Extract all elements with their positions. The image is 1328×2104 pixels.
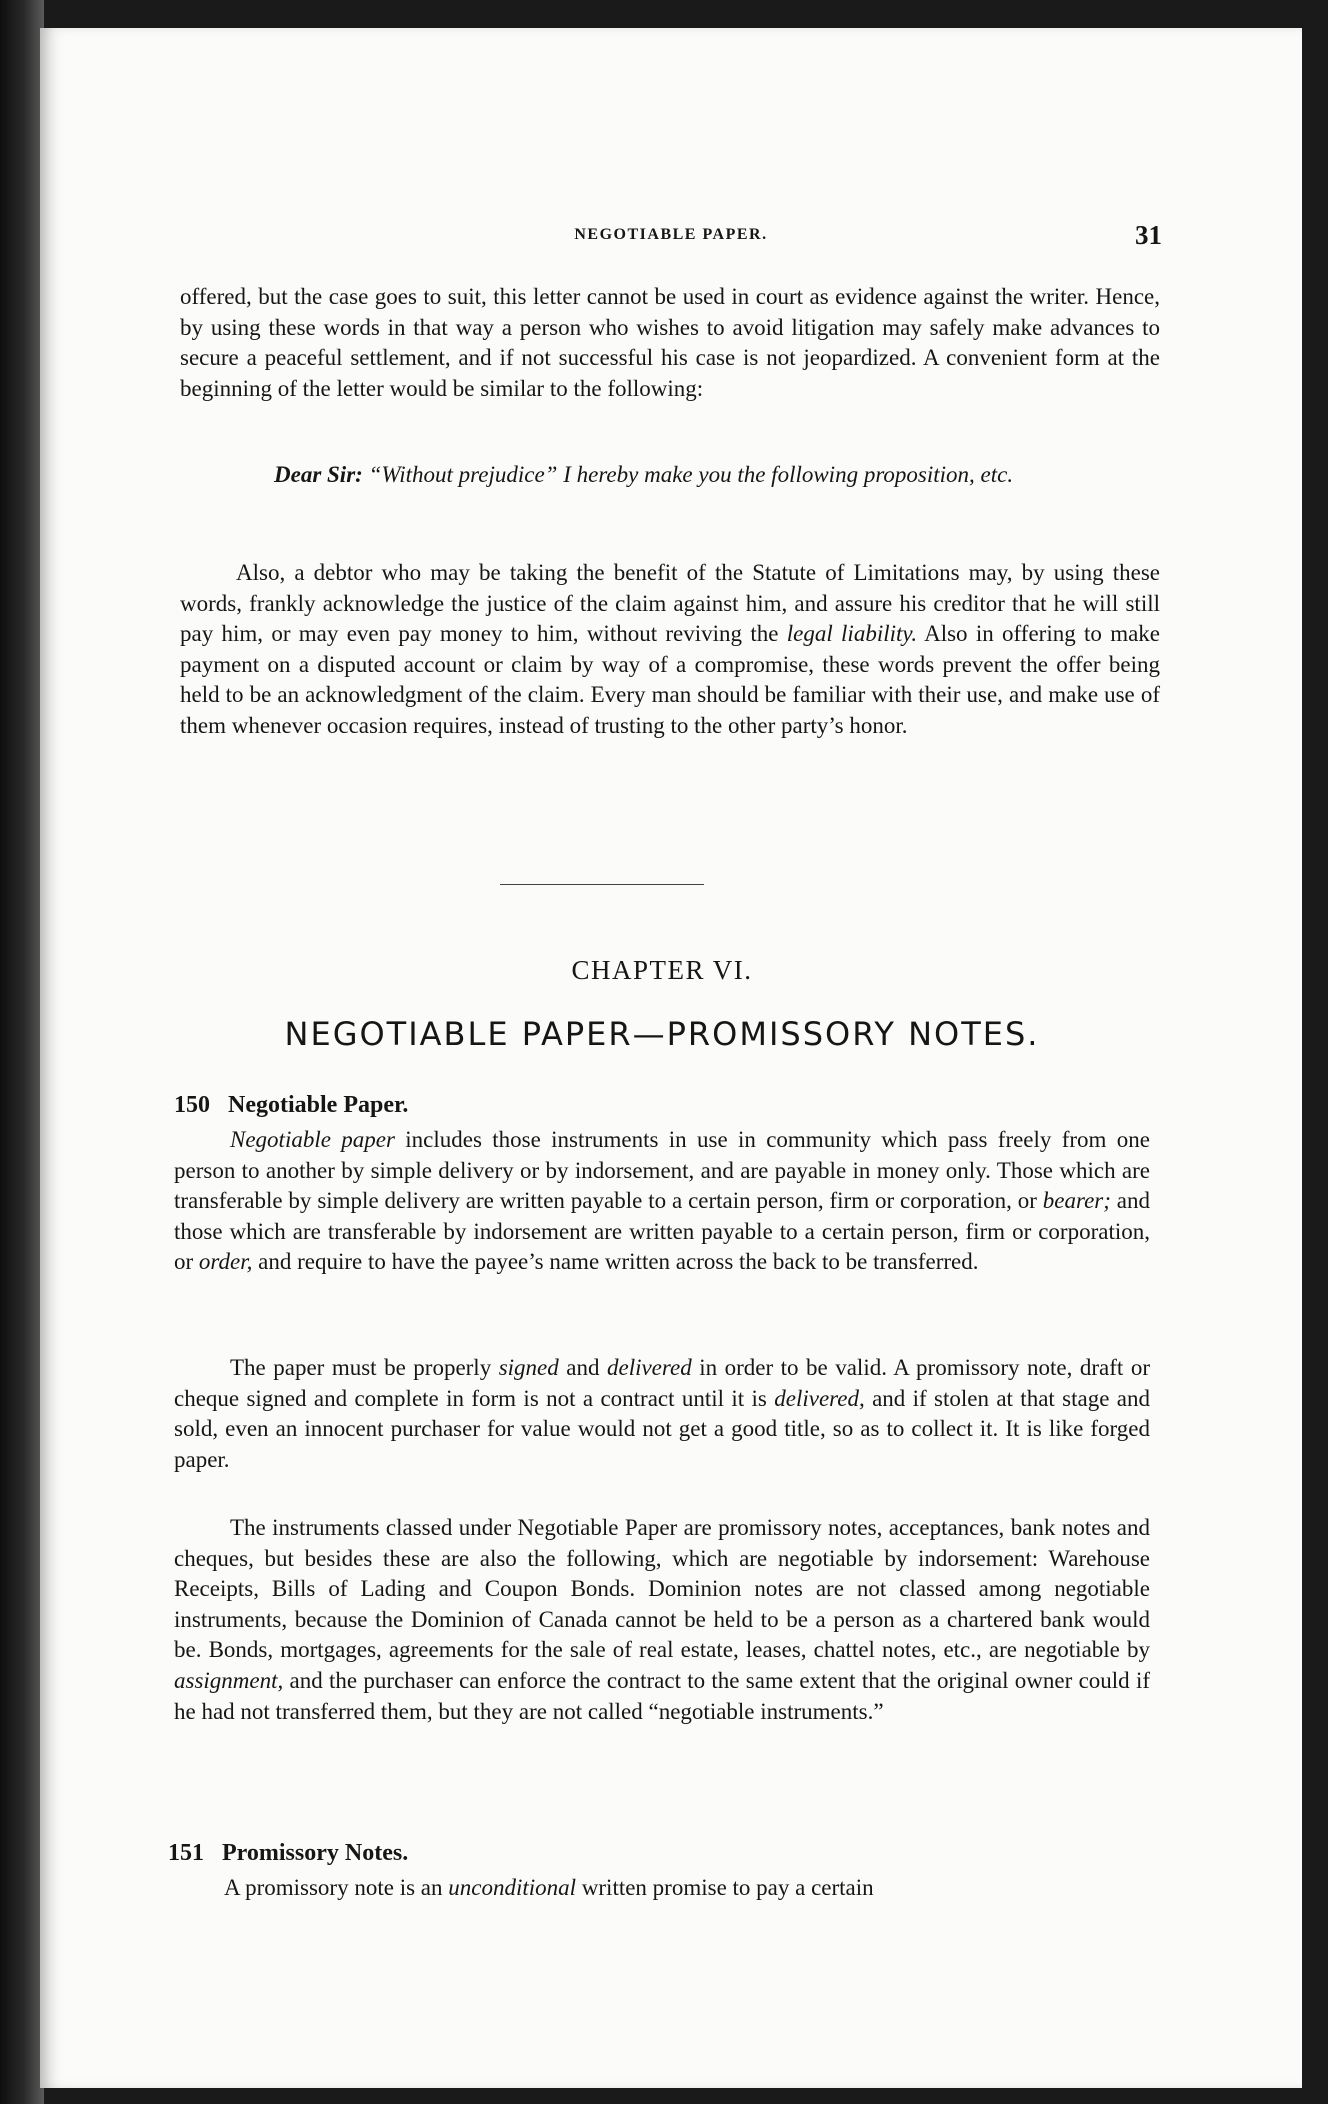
paragraph-promissory-note-definition: [168, 1873, 1150, 1904]
running-title: NEGOTIABLE PAPER.: [574, 226, 768, 243]
emphasis: signed: [498, 1355, 559, 1380]
paragraph-signed-delivered: [174, 1353, 1150, 1475]
emphasis: delivered: [606, 1355, 692, 1380]
text-run: includes those instruments in use in community which pass freely from one person to another by simple delivery or by indorsement, and are payable in money only. Those which are transferable by simple delivery are written payable to a certain person, firm or corporation, or: [174, 1127, 1150, 1214]
section-title: Promissory Notes.: [222, 1840, 409, 1866]
section-heading-150: [174, 1092, 408, 1119]
text-run: Also in offering to make payment on a disputed account or claim by way of a compromise, these words prevent the offer being held to be an acknowledgment of the claim. Every man should be familiar with their use, and make use of them whenever occasion requires, instead of trusting to the other party’s honor.: [180, 621, 1160, 738]
quote-salutation: Dear Sir:: [274, 462, 363, 487]
text-run: and the purchaser can enforce the contract to the same extent that the original owner could if he had not transferred them, but they are not called “negotiable instruments.”: [174, 1667, 1150, 1724]
text-run: written promise to pay a certain: [576, 1875, 874, 1900]
paragraph-instruments-classed: [174, 1513, 1150, 1727]
text-run: and require to have the payee’s name written across the back to be transferred.: [252, 1249, 979, 1275]
emphasis: Negotiable paper: [230, 1127, 395, 1152]
paragraph-continued: offered, but the case goes to suit, this letter cannot be used in court as evidence against the writer. Hence, by using these words in that way a person who wishes to avoid litigation may safely make advances to secure a peaceful settlement, and if not successful his case is not jeopardized. A convenient form at the beginning of the letter would be similar to the following:: [180, 284, 1160, 401]
running-head: [180, 220, 1162, 256]
book-page: [40, 28, 1302, 2088]
text-run: and if stolen at that stage and sold, even an innocent purchaser for value would not get a good title, so as to collect it. It is like forged paper.: [174, 1385, 1150, 1472]
section-title: Negotiable Paper.: [228, 1092, 409, 1118]
text-run: and: [558, 1355, 607, 1380]
section-heading-151: [168, 1840, 408, 1867]
emphasis: unconditional: [448, 1875, 577, 1900]
book-spine-shadow: [0, 0, 44, 2104]
text-run: in order to be valid. A promissory note, draft or cheque signed and complete in form is not a contract until it is: [174, 1355, 1150, 1411]
letter-form-quote: [274, 460, 1110, 490]
quote-text: “Without prejudice” I hereby make you the following proposition, etc.: [368, 462, 1014, 487]
section-divider: [500, 884, 704, 885]
emphasis: bearer;: [1042, 1188, 1111, 1214]
chapter-heading: CHAPTER VI.: [571, 955, 753, 985]
section-number: 150: [174, 1092, 210, 1118]
chapter-title: NEGOTIABLE PAPER—PROMISSORY NOTES.: [284, 1015, 1040, 1053]
emphasis: order,: [198, 1249, 253, 1275]
text-run: The instruments classed under Negotiable Paper are promissory notes, acceptances, bank notes and cheques, but besides these are also the following, which are negotiable by indorsement: Warehouse Receipts, Bills of Lading and Coupon Bonds. Dominion notes are not classed among negotiable instruments, because the Dominion of Canada cannot be held to be a person as a chartered bank would be. Bonds, mortgages, agreements for the sale of real estate, leases, chattel notes, etc., are negotiable by: [174, 1515, 1150, 1663]
emphasis: legal liability.: [786, 621, 918, 647]
emphasis: delivered,: [774, 1385, 865, 1411]
page-number: 31: [1135, 220, 1162, 250]
text-run: and those which are transferable by indorsement are written payable to a certain person, firm or corporation, or: [174, 1188, 1150, 1275]
text-run: The paper must be properly: [230, 1355, 499, 1380]
text-run: A promissory note is an: [224, 1875, 449, 1900]
emphasis: assignment,: [174, 1667, 284, 1693]
paragraph-negotiable-paper-definition: [174, 1125, 1150, 1278]
paragraph-statute-of-limitations: [180, 558, 1160, 742]
text-run: Also, a debtor who may be taking the benefit of the Statute of Limitations may, by using these words, frankly acknowledge the justice of the claim against him, and assure his creditor that he will still pay him, or may even pay money to him, without reviving the: [180, 560, 1160, 647]
section-number: 151: [168, 1840, 204, 1866]
